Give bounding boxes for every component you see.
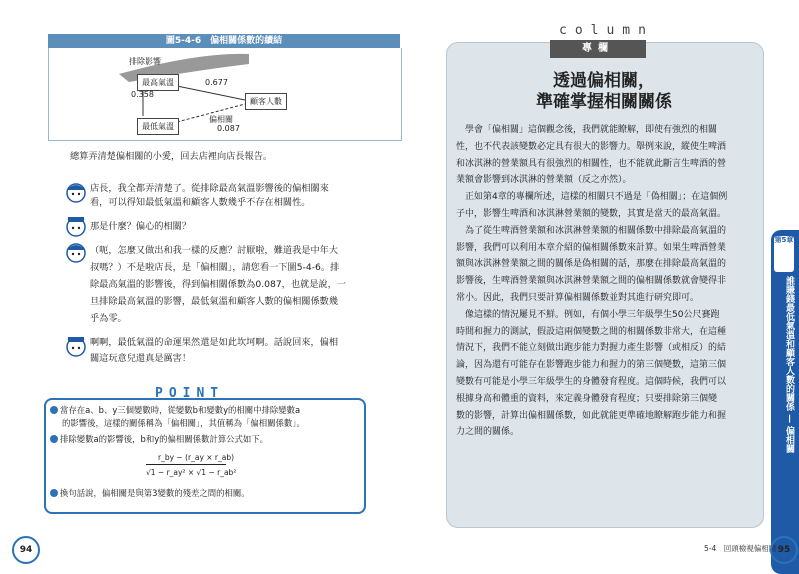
- point-line-4: 換句話說，偏相關是與第3變數的殘差之間的相關。: [50, 487, 250, 500]
- chapter-side-text: 誰賺錢最低氣溫和顧客人數的關係 — 偏相關: [784, 276, 794, 454]
- page-number-left: 94: [12, 536, 40, 564]
- node-customers: 顧客人數: [245, 93, 287, 110]
- column-line: 正如第4章的專欄所述，這樣的相關只不過是「偽相關」；在這個例: [456, 192, 728, 203]
- dialog-line: 除最高氣溫的影響後，得到偏相關係數為0.087，也就是說，一: [90, 279, 346, 290]
- point-line-3: 排除變數a的影響後，b和y的偏相關係數計算公式如下。: [50, 433, 268, 446]
- column-line: 學會「偏相關」這個觀念後，我們就能瞭解，即使有強烈的相關: [456, 125, 718, 135]
- value-0358: 0.358: [131, 90, 154, 99]
- narration: 總算弄清楚偏相關的小愛，回去店裡向店長報告。: [70, 151, 273, 162]
- column-line: 數的影響，計算出偏相關係數，如此就能更準確地瞭解跑步能力和握: [456, 410, 727, 421]
- dialog-line: 看，可以得知最低氣溫和顧客人數幾乎不存在相關性。: [90, 197, 311, 208]
- girl-face-icon: [64, 240, 88, 264]
- node-min-temp: 最低氣溫: [137, 118, 179, 135]
- value-0677: 0.677: [205, 78, 228, 87]
- exclude-label: 排除影響: [129, 57, 161, 66]
- column-line: 變數有可能是小學三年級學生的身體發育程度。這個時候，我們可以: [456, 377, 727, 387]
- bullet-icon: [50, 435, 58, 443]
- column-line: 和冰淇淋的營業額具有很強烈的相關性，也不能就此斷言生啤酒的營: [456, 158, 727, 169]
- partial-label: 偏相關: [209, 115, 233, 124]
- column-tab: 專欄: [550, 40, 646, 58]
- point-line-2: 的影響後，這樣的關係稱為「偏相關」，其值稱為「偏相關係數」。: [62, 418, 305, 428]
- column-line: 為了從生啤酒營業額和冰淇淋營業額的相關係數中排除最高氣溫的: [456, 225, 727, 236]
- page-number-right: 95: [770, 536, 798, 564]
- column-line: 常小。因此，我們只要計算偏相關係數並對其進行研究即可。: [456, 293, 700, 303]
- point-line-1: 當存在a、b、y三個變數時，從變數b和變數y的相關中排除變數a: [50, 404, 300, 417]
- column-heading-2: 準確掌握相關關係: [536, 92, 672, 112]
- dialog-line: 叔嗎？）不是啦店長，是「偏相關」，請您看一下圖5-4-6。排: [90, 262, 340, 273]
- formula-denominator: √1 − r_ay² × √1 − r_ab²: [146, 468, 237, 477]
- value-0087: 0.087: [217, 124, 240, 133]
- dialog-line: 關這玩意兒還真是厲害！: [90, 353, 192, 364]
- column-line: 力之間的關係。: [456, 427, 520, 438]
- bullet-icon: [50, 406, 58, 414]
- column-line: 情況下，我們不能立刻做出跑步能力對握力產生影響（或相反）的結: [456, 343, 727, 354]
- node-max-temp: 最高氣溫: [137, 74, 179, 91]
- column-line: 論，因為還有可能存在影響跑步能力和握力的第三個變數，這第三個: [456, 360, 727, 371]
- column-word: column: [559, 23, 654, 38]
- formula-numerator: r_by − (r_ay × r_ab): [158, 453, 235, 462]
- column-line: 時間和握力的測試，假設這兩個變數之間的相關係數非常大，在這種: [456, 326, 727, 337]
- dialog-line: 那是什麼？偏心的相關？: [90, 221, 192, 232]
- bullet-icon: [50, 489, 58, 497]
- column-line: 像這樣的情況屢見不鮮。例如，有個小學三年級學生50公尺賽跑: [456, 309, 720, 320]
- dialog-line: 店長，我全都弄清楚了。從排除最高氣溫影響後的偏相關來: [90, 183, 329, 194]
- girl-face-icon: [64, 180, 88, 204]
- figure-title: 圖5-4-6 偏相關係數的續結: [48, 34, 400, 48]
- figure-diagram: [48, 48, 402, 141]
- column-line: 額與冰淇淋營業額之間的關係是偽相關的話，那麼在排除最高氣溫的: [456, 259, 727, 270]
- manager-face-icon: [64, 334, 88, 358]
- point-title: POINT: [155, 386, 225, 401]
- dialog-line: 旦排除最高氣溫的影響，最低氣溫和顧客人數的偏相關係數幾: [90, 296, 339, 307]
- dialog-line: 乎為零。: [90, 313, 127, 324]
- dialog-line: 啊啊，最低氣溫的命運果然還是如此坎坷啊。話說回來，偏相: [90, 337, 339, 348]
- column-line: 業額會影響到冰淇淋的營業額（反之亦然）。: [456, 175, 632, 186]
- dialog-line: （呃，怎麼又做出和我一樣的反應？討厭啦，難道我是中年大: [90, 245, 339, 256]
- formula-fraction-bar: [146, 464, 226, 465]
- column-heading-1: 透過偏相關，: [553, 71, 655, 91]
- column-line: 影響，我們可以利用本章介紹的偏相關係數來計算。如果生啤酒營業: [456, 242, 727, 253]
- chapter-number: 第5章: [774, 236, 794, 272]
- manager-face-icon: [64, 214, 88, 238]
- column-line: 性，也不代表該變數必定具有很大的影響力。舉例來說，縱使生啤酒: [456, 141, 727, 152]
- column-line: 根據身高和體重的資料，來定義身體發育程度；只要排除第三個變: [456, 393, 718, 404]
- page-footer: 5-4 回頭檢視偏相關: [704, 544, 777, 553]
- column-line: 子中，影響生啤酒和冰淇淋營業額的變數，其實是當天的最高氣溫。: [456, 209, 727, 219]
- column-line: 影響後，生啤酒營業額與冰淇淋營業額之間的偏相關係數就會變得非: [456, 276, 727, 287]
